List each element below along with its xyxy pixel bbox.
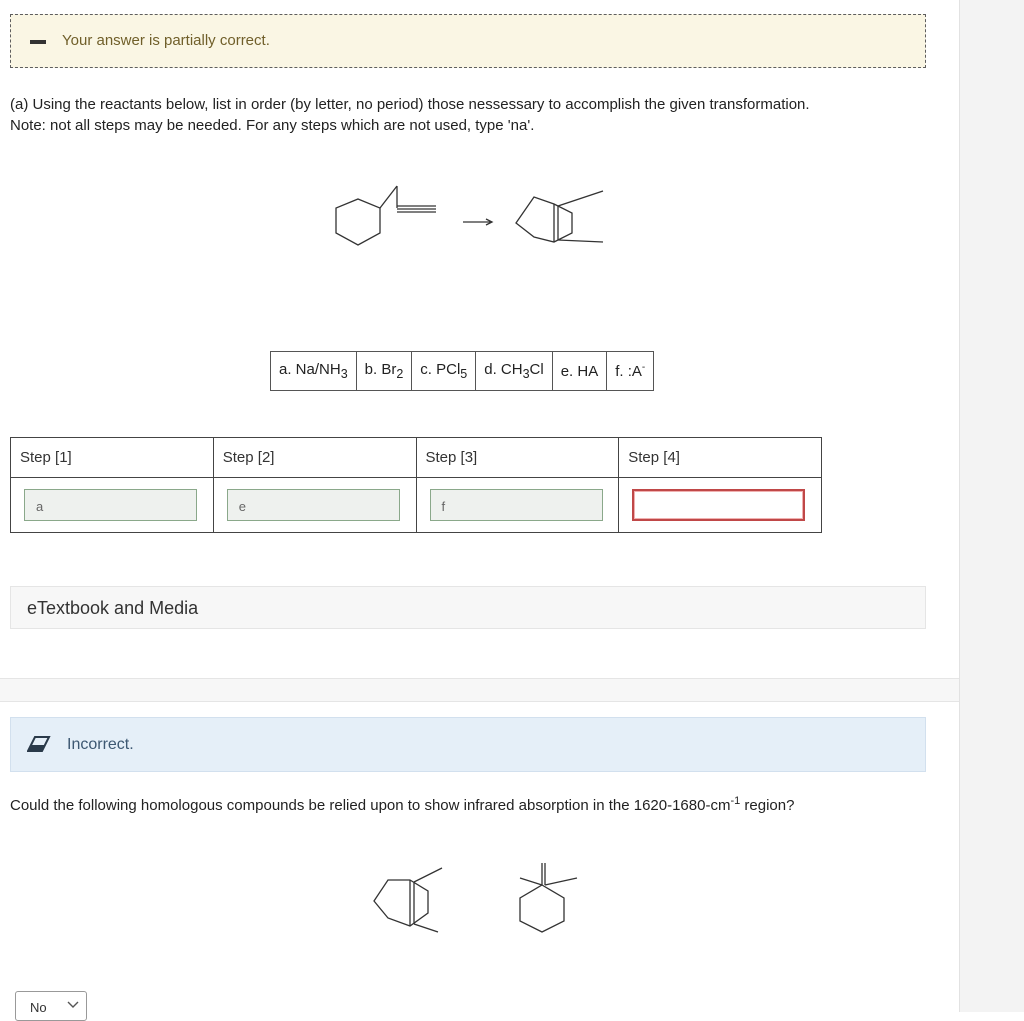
- question-line-2: Note: not all steps may be needed. For any steps which are not used, type 'na'.: [10, 117, 535, 134]
- answer-select[interactable]: [15, 991, 87, 1021]
- step-3-input[interactable]: f: [430, 489, 603, 521]
- incorrect-text: Incorrect.: [67, 736, 134, 753]
- question-line-1: (a) Using the reactants below, list in order (by letter, no period) those nessessary to accomplish the given transformation.: [10, 96, 810, 113]
- right-sidebar-strip: [959, 0, 1024, 1012]
- reaction-scheme-image: [320, 178, 620, 258]
- reagent-f: f. :A-: [607, 352, 654, 391]
- step-2-header: Step [2]: [213, 438, 416, 478]
- reagent-d: d. $CH_3Cl$: [476, 352, 552, 391]
- compounds-image: [352, 858, 592, 938]
- etextbook-media-label: eTextbook and Media: [27, 598, 199, 618]
- incorrect-banner: [10, 717, 926, 772]
- reagent-e: e. HA: [552, 352, 607, 391]
- partial-icon: [30, 40, 46, 44]
- partial-correct-text: Your answer is partially correct.: [62, 32, 270, 49]
- step-4-input[interactable]: [632, 489, 805, 521]
- reagent-a: a. $Na/NH_3$: [271, 352, 357, 391]
- question-2-text: Could the following homologous compounds be relied upon to show infrared absorption in the $1620-1680-cm^{-1}$ region?: [10, 795, 795, 814]
- step-1-header: Step [1]: [11, 438, 214, 478]
- step-3-header: Step [3]: [416, 438, 619, 478]
- question-text: [10, 94, 890, 136]
- reagent-table: [270, 351, 654, 391]
- step-4-header: Step [4]: [619, 438, 822, 478]
- step-1-input[interactable]: a: [24, 489, 197, 521]
- reagent-c: c. PCl$_5$: [412, 352, 476, 391]
- reagent-b: b. $Br_2$: [356, 352, 412, 391]
- chevron-down-icon: [66, 999, 80, 1009]
- section-divider: [0, 678, 959, 702]
- step-2-input[interactable]: e: [227, 489, 400, 521]
- eraser-icon: [27, 735, 51, 753]
- etextbook-media-panel[interactable]: [10, 586, 926, 629]
- partial-correct-banner: [10, 14, 926, 68]
- steps-table: [10, 437, 822, 533]
- answer-select-value: No: [30, 1000, 47, 1015]
